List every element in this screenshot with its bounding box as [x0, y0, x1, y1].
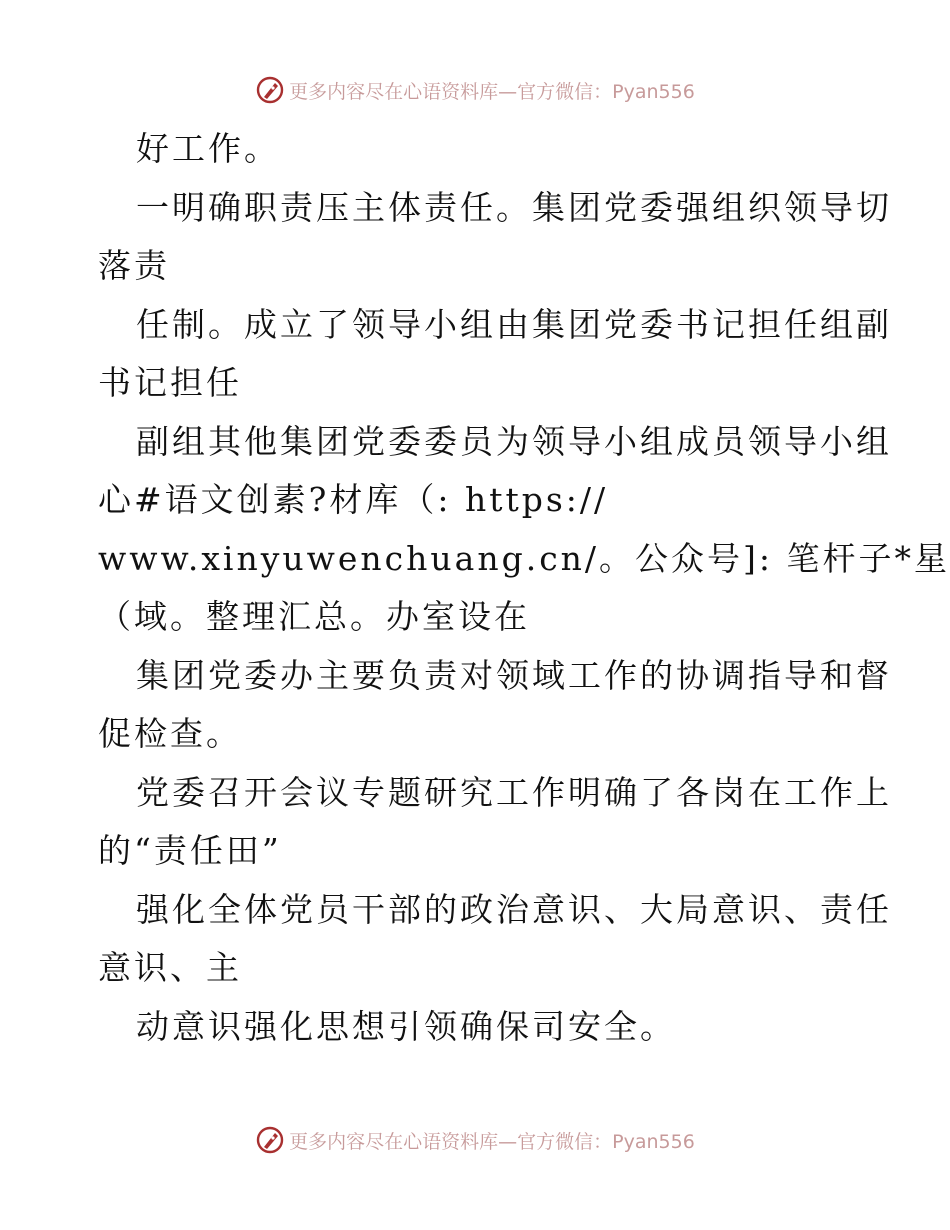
body-line: www.xinyuwenchuang.cn/。公众号]: 笔杆子*星 [98, 538, 950, 578]
body-line: 心#语文创素?材库（: https:// [98, 480, 609, 519]
body-line: 一明确职责压主体责任。集团党委强组织领导切 [136, 187, 892, 227]
pen-nib-icon [255, 1125, 285, 1155]
header-banner [0, 72, 950, 108]
body-line: 副组其他集团党委委员为领导小组成员领导小组 [136, 421, 892, 461]
body-line: 党委召开会议专题研究工作明确了各岗在工作上 [136, 772, 892, 812]
body-line: 好工作。 [136, 129, 280, 168]
body-line: 落责 [98, 246, 170, 285]
pen-nib-icon [255, 75, 285, 105]
footer-banner-text: 更多内容尽在心语资料库—官方微信：Pyan556 [289, 1130, 695, 1153]
body-line: 任制。成立了领导小组由集团党委书记担任组副 [136, 304, 892, 344]
body-line: 意识、主 [98, 948, 242, 987]
body-line: 强化全体党员干部的政治意识、大局意识、责任 [136, 889, 892, 929]
document-body [98, 120, 950, 1056]
body-line: 的“责任田” [98, 831, 282, 870]
body-line: （域。整理汇总。办室设在 [98, 597, 530, 636]
body-line: 书记担任 [98, 363, 242, 402]
body-line: 促检查。 [98, 714, 242, 753]
body-line: 动意识强化思想引领确保司安全。 [136, 1006, 676, 1046]
header-banner-text: 更多内容尽在心语资料库—官方微信：Pyan556 [289, 80, 695, 103]
body-line: 集团党委办主要负责对领域工作的协调指导和督 [136, 655, 892, 695]
footer-banner [0, 1122, 950, 1158]
